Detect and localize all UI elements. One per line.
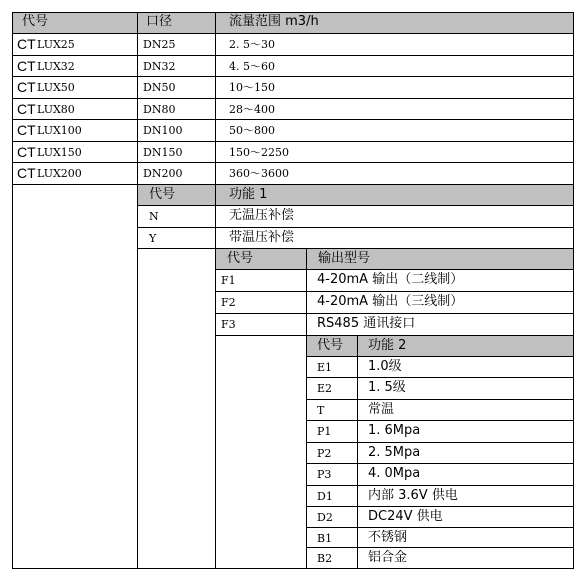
t1-row-range: 360～3600 — [229, 167, 289, 180]
t1-row-code: LUX80 — [37, 103, 75, 116]
t1-row-range: 28～400 — [229, 103, 275, 116]
t1-row-bore: DN50 — [143, 81, 176, 94]
t1-row-prefix: CT — [17, 144, 36, 160]
table2-header-bg — [137, 184, 573, 205]
t2-row-func: 带温压补偿 — [229, 230, 295, 245]
t3-header-output: 输出型号 — [318, 251, 371, 266]
t4-row-func: 常温 — [368, 402, 395, 417]
t3-row-output: RS485 通讯接口 — [317, 316, 416, 331]
t1-row-bore: DN25 — [143, 38, 176, 51]
t1-header-flow: 流量范围 m3/h — [229, 14, 319, 29]
t4-row-code: P1 — [317, 425, 332, 438]
t1-row-prefix: CT — [17, 58, 36, 74]
t4-row-func: 1. 5级 — [368, 380, 406, 395]
t2-header-func: 功能 1 — [229, 187, 268, 202]
t1-row-bore: DN32 — [143, 60, 176, 73]
t4-row-func: 2. 5Mpa — [368, 445, 421, 460]
t1-row-range: 150～2250 — [229, 146, 289, 159]
t1-row-prefix: CT — [17, 101, 36, 117]
t4-row-code: P3 — [317, 468, 332, 481]
t4-row-code: D1 — [317, 490, 333, 503]
t1-row-code: LUX200 — [37, 167, 82, 180]
t2-header-code: 代号 — [149, 187, 176, 202]
t1-row-range: 10～150 — [229, 81, 275, 94]
t1-row-code: LUX100 — [37, 124, 82, 137]
t1-row-bore: DN100 — [143, 124, 183, 137]
t1-row-code: LUX50 — [37, 81, 75, 94]
t2-row-code: N — [149, 210, 159, 223]
t1-row-bore: DN80 — [143, 103, 176, 116]
t2-row-func: 无温压补偿 — [229, 208, 295, 223]
t3-row-output: 4-20mA 输出（三线制） — [317, 294, 464, 309]
t4-header-func: 功能 2 — [368, 338, 407, 353]
t4-row-code: B1 — [317, 532, 333, 545]
t1-row-code: LUX25 — [37, 38, 75, 51]
t3-header-code: 代号 — [227, 251, 254, 266]
t1-row-code: LUX150 — [37, 146, 82, 159]
t4-row-code: P2 — [317, 447, 332, 460]
table3-header-bg — [215, 248, 573, 269]
t1-row-prefix: CT — [17, 79, 36, 95]
t4-row-func: 内部 3.6V 供电 — [368, 488, 458, 503]
t4-row-func: 铝合金 — [368, 550, 408, 565]
t4-row-func: DC24V 供电 — [368, 509, 443, 524]
t1-row-code: LUX32 — [37, 60, 75, 73]
t1-row-prefix: CT — [17, 165, 36, 181]
t2-row-code: Y — [149, 232, 157, 245]
t4-row-func: 1. 6Mpa — [368, 423, 421, 438]
t3-row-code: F1 — [221, 274, 236, 287]
t4-row-code: D2 — [317, 511, 333, 524]
t3-row-code: F3 — [221, 318, 236, 331]
t1-row-prefix: CT — [17, 36, 36, 52]
t4-row-code: T — [317, 404, 325, 417]
t4-row-func: 1.0级 — [368, 359, 402, 374]
t1-header-bore: 口径 — [146, 14, 173, 29]
t1-row-range: 2. 5～30 — [229, 38, 275, 51]
t4-header-code: 代号 — [317, 338, 344, 353]
t1-row-prefix: CT — [17, 122, 36, 138]
t3-row-output: 4-20mA 输出（二线制） — [317, 272, 464, 287]
t1-row-range: 50～800 — [229, 124, 275, 137]
t3-row-code: F2 — [221, 296, 236, 309]
t1-row-bore: DN150 — [143, 146, 183, 159]
t4-row-func: 4. 0Mpa — [368, 466, 421, 481]
t4-row-func: 不锈钢 — [368, 530, 408, 545]
t4-row-code: E1 — [317, 361, 333, 374]
t4-row-code: E2 — [317, 382, 333, 395]
t4-row-code: B2 — [317, 552, 333, 565]
t1-header-code: 代号 — [22, 14, 49, 29]
t1-row-bore: DN200 — [143, 167, 183, 180]
table4-header-bg — [306, 335, 573, 356]
t1-row-range: 4. 5～60 — [229, 60, 275, 73]
